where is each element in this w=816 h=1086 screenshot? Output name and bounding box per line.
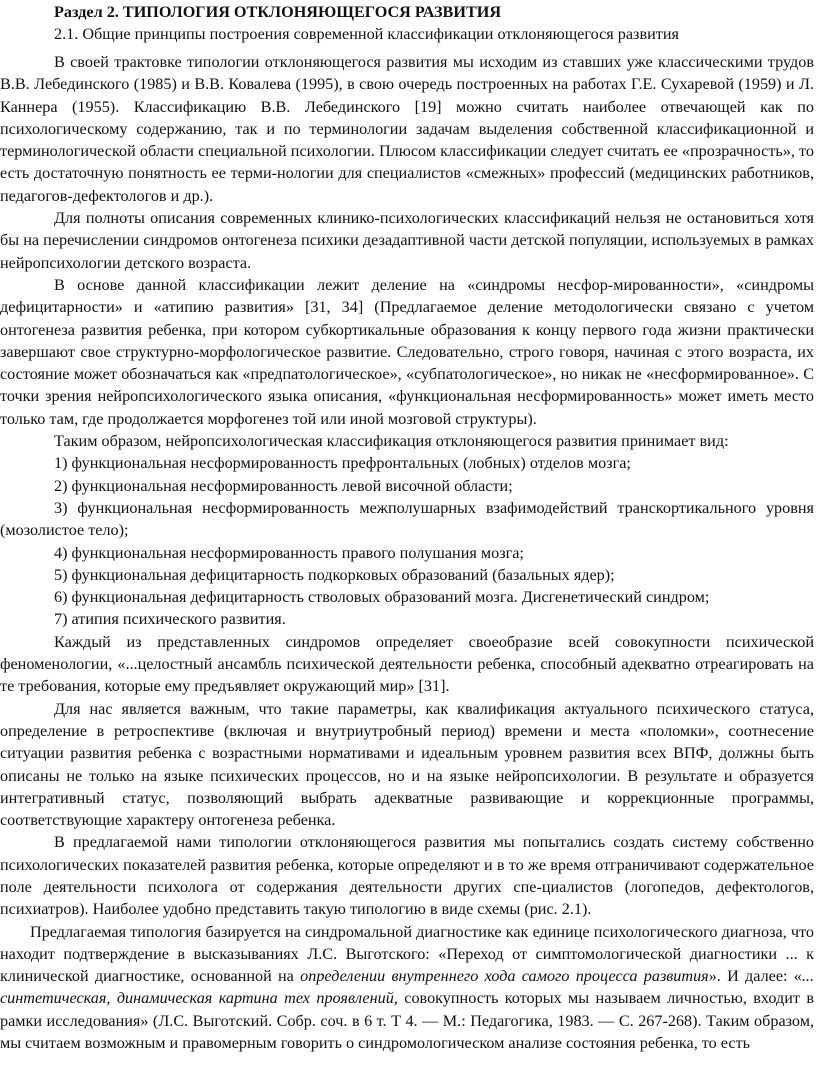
list-item: 6) функциональная дефицитарность стволовых образований мозга. Дисгенетический синдром; bbox=[54, 588, 710, 607]
subsection-heading: 2.1. Общие принципы построения современной классификации отклоняющегося развития bbox=[54, 25, 679, 43]
section-number: Раздел 2. bbox=[54, 3, 119, 21]
italic-quote: ... синтетическая, динамическая картина тех проявлений, bbox=[0, 967, 815, 1008]
list-item: 2) функциональная несформированность левой височной области; bbox=[54, 476, 513, 495]
list-item: 5) функциональная дефицитарность подкорковых образований (базальных ядер); bbox=[54, 565, 615, 584]
list-item: 3) функциональная несформированность межполушарных взафимодействий транскортикального уровня (мозолистое тело); bbox=[0, 498, 814, 540]
paragraph-integrative-status: Для нас является важным, что такие параметры, как квалификация актуального психического статуса, определение в ретроспективе (включая и внутриутробный период) времени и места «поломки», соотнесение ситуации развития ребенка с возрастными нормативами и идеальным уровнем развития всех ВПФ, должны быть описаны не только на языке психических процессов, но и на языке нейропсихологии. В результате и образуется интегративный статус, позволяющий выбрать адекватные развивающие и коррекционные программы, соответствующие характеру онтогенеза ребенка. bbox=[0, 699, 814, 830]
paragraph-syndrome-phenomenology: Каждый из представленных синдромов определяет своеобразие всей совокупности психической феноменологии, «...целостный ансамбль психической деятельности ребенка, способный адекватно отреагировать на те требования, которые ему предъявляет окружающий мир» [31]. bbox=[0, 632, 814, 696]
paragraph-neuropsychology-syndromes: Для полноты описания современных клинико-психологических классификаций нельзя не остановиться хотя бы на перечислении синдромов онтогенеза психики дезадаптивной части детской популяции, используемых в рамках нейропсихологии детского возраста. bbox=[0, 209, 814, 272]
text-run: совокупность которых мы называем личностью, входит в рамки исследования» (Л.С. Выготский. Собр. соч. в 6 т. Т 4. — М.: Педагогика, 1983. — С. 267-268). Таким образом, мы считаем возможным и правомерным говорить о синдромологическом анализе состояния ребенка, то есть bbox=[0, 989, 815, 1053]
section-title: ТИПОЛОГИЯ ОТКЛОНЯЮЩЕГОСЯ РАЗВИТИЯ bbox=[118, 3, 502, 21]
list-item: 1) функциональная несформированность префронтальных (лобных) отделов мозга; bbox=[54, 454, 631, 473]
paragraph-classification-division: В основе данной классификации лежит деление на «синдромы несфор-мированности», «синдромы дефицитарности» и «атипию развития» [31, 34] (Предлагаемое деление методологически связано с учетом онтогенеза развития ребенка, при котором субкортикальные образования к концу первого года жизни практически завершают свое структурно-морфологическое развитие. Следовательно, строго говоря, начиная с этого возраста, их состояние может обозначаться как «предпатологическое», «субпатологическое», но никак не «несформированное». С точки зрения нейропсихологического языка описания, «функциональная несформированность» может иметь место только там, где продолжается морфогенез той или иной мозговой структуры). bbox=[0, 275, 814, 428]
paragraph-classification-intro: Таким образом, нейропсихологическая классификация отклоняющегося развития принимает вид: bbox=[54, 432, 729, 451]
list-item: 7) атипия психического развития. bbox=[54, 610, 286, 629]
paragraph-typology-scheme: В предлагаемой нами типологии отклоняющегося развития мы попытались создать систему собственно психологических показателей развития ребенка, которые определяют и в то же время отграничивают содержательное поле деятельности психолога от содержания деятельности других спе-циалистов (логопедов, дефектологов, психиатров). Наиболее удобно представить такую типологию в виде схемы (рис. 2.1). bbox=[0, 833, 814, 919]
section-heading bbox=[0, 0, 814, 23]
italic-quote: определении внутреннего хода самого процесса развития bbox=[300, 967, 709, 986]
text-run: ». И далее: « bbox=[708, 967, 802, 986]
list-item: 4) функциональная несформированность правого полушания мозга; bbox=[54, 543, 524, 562]
paragraph-syndromal-diagnostics bbox=[0, 921, 814, 1055]
paragraph-classification-basis: В своей трактовке типологии отклоняющегося развития мы исходим из ставших уже классическими трудов В.В. Лебединского (1985) и В.В. Ковалева (1995), в свою очередь построенных на работах Г.Е. Сухаревой (1959) и Л. Каннера (1955). Классификацию В.В. Лебединского [19] можно считать наиболее отвечающей как по психологическому содержанию, так и по терминологии задачам выделения собственной классификационной и терминологической области специальной психологии. Плюсом классификации следует считать ее «прозрачность», то есть достаточную понятность ее терми-нологии для специалистов «смежных» профессий (медицинских работников, педагогов-дефектологов и др.). bbox=[0, 53, 814, 205]
text-run: Предлагаемая типология базируется на синдромальной диагностике как единице психологического диагноза, что находит подтверждение в высказываниях Л.С. Выготского: «Переход от симптомологической диагностики ... к клинической диагностике, основанной на bbox=[0, 922, 814, 986]
